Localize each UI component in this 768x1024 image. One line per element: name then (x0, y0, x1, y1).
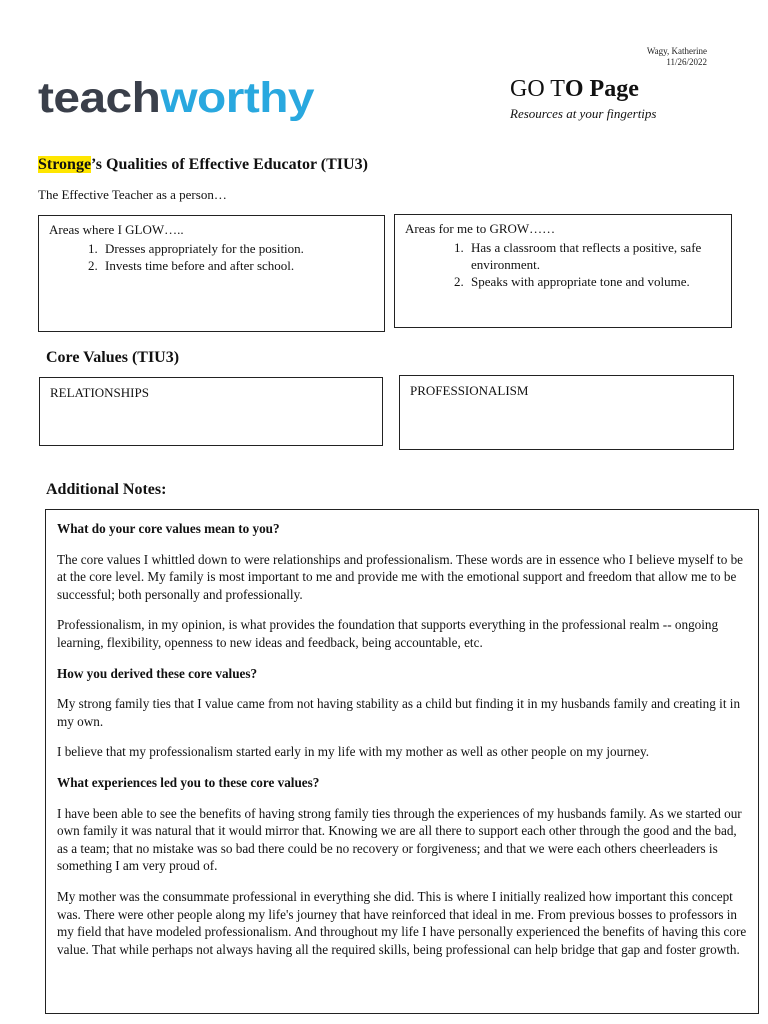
grow-list (405, 239, 721, 290)
answer-paragraph: I have been able to see the benefits of having strong family ties through the experiences of my husbands family. As we started our own family it was natural that it would mirror that. Knowing we are all there to support each other through the good and the bad, as a team; that no mistake was so bad there could be no recovery or forgiveness; and that we were each others cheerleaders is something I am very proud of. (57, 805, 742, 874)
grow-heading: Areas for me to GROW…… (405, 221, 556, 236)
author-name: Wagy, Katherine (646, 46, 707, 56)
core-value-label: PROFESSIONALISM (410, 383, 529, 398)
document-date: 11/26/2022 (666, 57, 707, 67)
answer-paragraph: The core values I whittled down to were relationships and professionalism. These words are in essence who I believe myself to be at the core level. My family is most important to me and provide me with the emotional support and freedom that allow me to be successful; both personally and professionally. (57, 551, 744, 602)
answer-paragraph: My strong family ties that I value came from not having stability as a child but finding it in my husbands family and creating it in my own. (57, 696, 741, 729)
additional-notes-box (45, 509, 759, 1014)
list-item: 1. Has a classroom that reflects a positive, safe environment. (467, 239, 721, 273)
qualities-subtitle: The Effective Teacher as a person… (38, 187, 227, 202)
core-values-heading: Core Values (TIU3) (46, 349, 180, 366)
question-heading: What experiences led you to these core values? (57, 774, 320, 790)
qualities-heading: Stronge’s Qualities of Effective Educator (TIU3) (38, 156, 368, 173)
list-item: 2. Speaks with appropriate tone and volume. (467, 273, 721, 290)
go-to-page-subtitle: Resources at your fingertips (510, 106, 657, 121)
answer-paragraph: My mother was the consummate professional in everything she did. This is where I initially realized how important this concept was. There were other people along my life's journey that have reinforced that ideal in me. From previous bosses to professors in my field that have modeled professionalism. And throughout my life I have personally experienced the benefits of having this core value. That while perhaps not always having all the required skills, being professional can help bridge that gap and foster growth. (57, 888, 747, 957)
logo-text: teach worthy (38, 74, 299, 122)
question-heading: How you derived these core values? (57, 665, 258, 681)
question-heading: What do your core values mean to you? (57, 521, 280, 536)
core-value-label: RELATIONSHIPS (50, 385, 149, 400)
glow-box (38, 215, 385, 332)
answer-paragraph: Professionalism, in my opinion, is what provides the foundation that supports everything in the professional realm -- ongoing learning, flexibility, openness to new ideas and feedback, being accountable, etc. (57, 617, 719, 650)
author-block (647, 46, 707, 68)
highlighted-name: Stronge (38, 156, 92, 173)
core-value-box-relationships (39, 377, 383, 446)
list-item: 2. Invests time before and after school. (101, 257, 374, 274)
core-value-box-professionalism (399, 375, 734, 450)
list-item: 1. Dresses appropriately for the position. (101, 240, 374, 257)
glow-list (49, 240, 374, 274)
answer-paragraph: I believe that my professionalism started early in my life with my mother as well as other people on my journey. (57, 744, 650, 760)
glow-heading: Areas where I GLOW….. (49, 222, 184, 237)
additional-notes-heading: Additional Notes: (46, 481, 167, 498)
go-to-page-title: GO TO Page (510, 76, 639, 102)
grow-box (394, 214, 732, 328)
teachworthy-logo (38, 72, 328, 138)
